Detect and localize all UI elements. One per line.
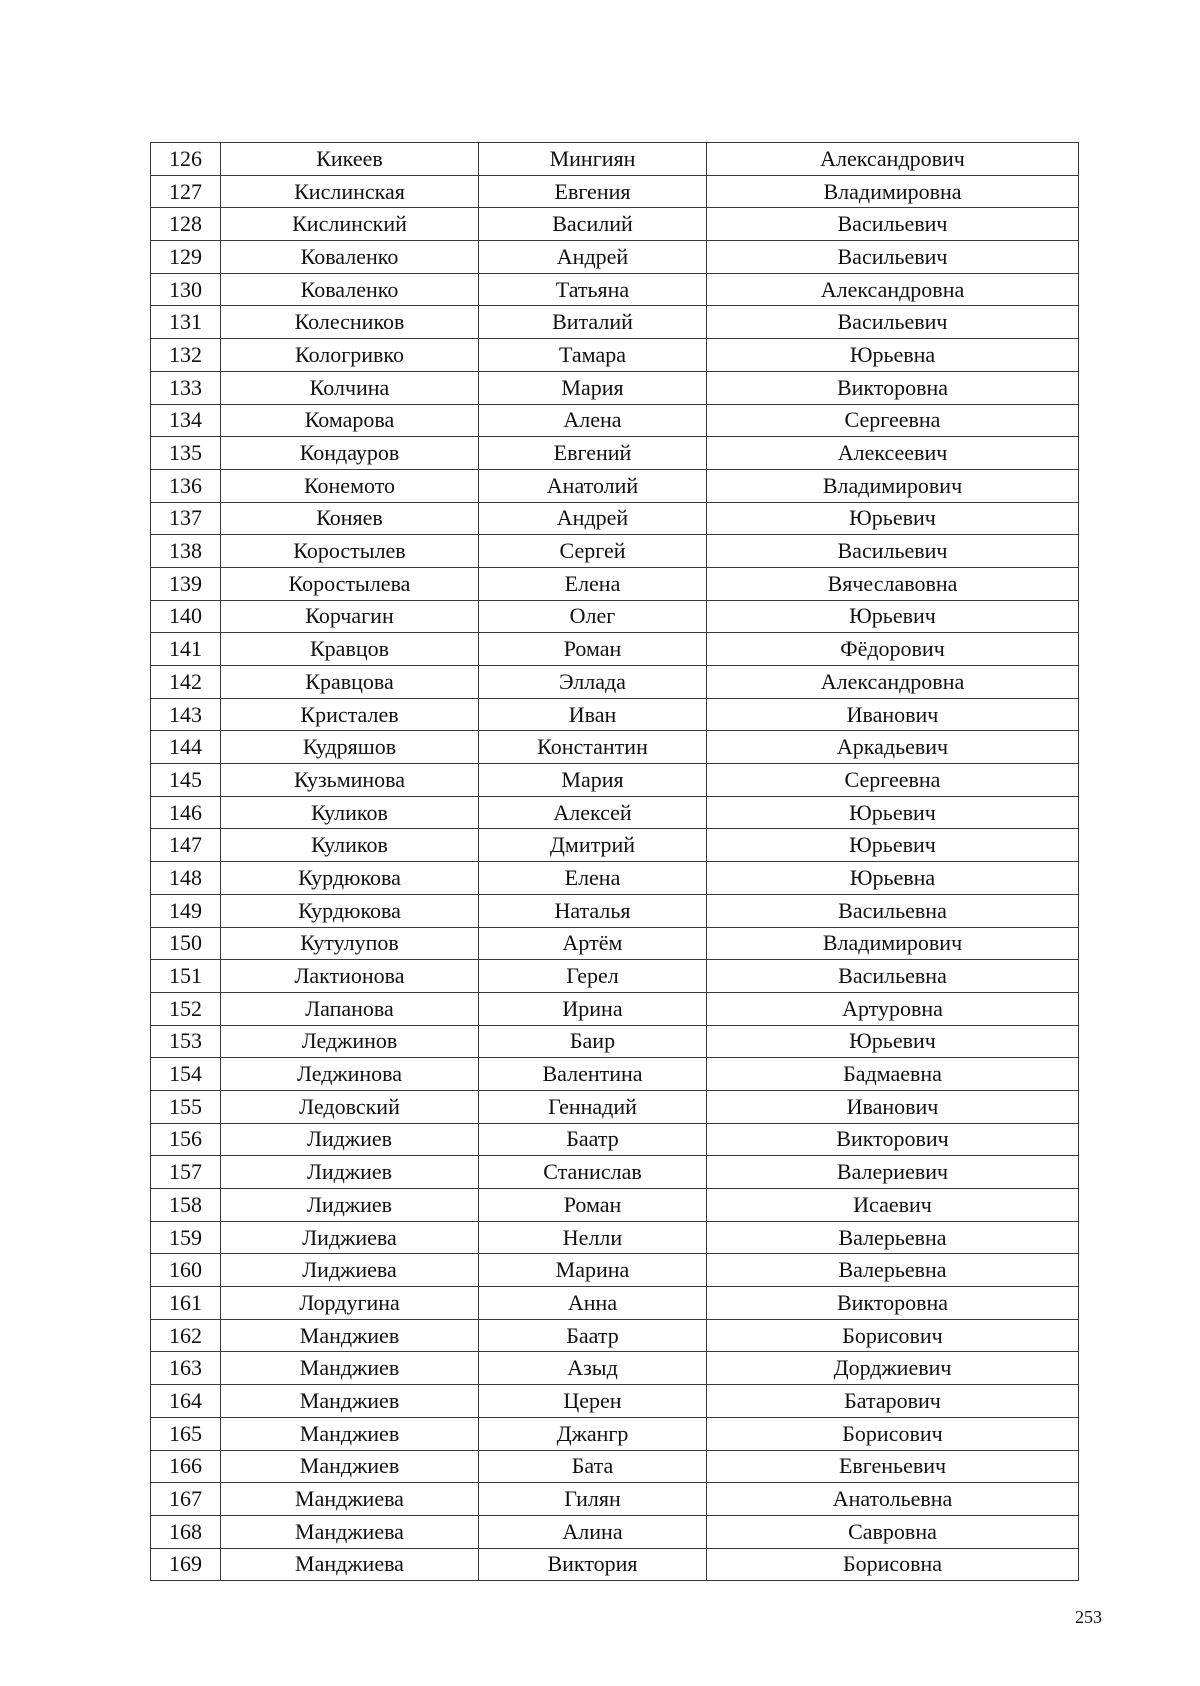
row-number-cell: 131 — [151, 306, 221, 339]
last-name-cell: Ледовский — [221, 1090, 479, 1123]
patronymic-cell: Юрьевич — [707, 1025, 1079, 1058]
first-name-cell: Елена — [479, 862, 707, 895]
last-name-cell: Манджиева — [221, 1548, 479, 1581]
first-name-cell: Наталья — [479, 894, 707, 927]
table-row — [151, 535, 1079, 568]
patronymic-cell: Иванович — [707, 698, 1079, 731]
patronymic-cell: Викторович — [707, 1123, 1079, 1156]
last-name-cell: Манджиев — [221, 1352, 479, 1385]
patronymic-cell: Иванович — [707, 1090, 1079, 1123]
table-row — [151, 1450, 1079, 1483]
table-row — [151, 273, 1079, 306]
last-name-cell: Леджинов — [221, 1025, 479, 1058]
patronymic-cell: Валерьевна — [707, 1254, 1079, 1287]
row-number-cell: 165 — [151, 1417, 221, 1450]
first-name-cell: Алексей — [479, 796, 707, 829]
first-name-cell: Алена — [479, 404, 707, 437]
row-number-cell: 142 — [151, 666, 221, 699]
first-name-cell: Евгений — [479, 437, 707, 470]
patronymic-cell: Васильевич — [707, 306, 1079, 339]
first-name-cell: Геннадий — [479, 1090, 707, 1123]
table-row — [151, 437, 1079, 470]
row-number-cell: 145 — [151, 764, 221, 797]
last-name-cell: Корчагин — [221, 600, 479, 633]
last-name-cell: Куликов — [221, 829, 479, 862]
row-number-cell: 149 — [151, 894, 221, 927]
patronymic-cell: Юрьевна — [707, 862, 1079, 895]
patronymic-cell: Вячеславовна — [707, 567, 1079, 600]
patronymic-cell: Батарович — [707, 1385, 1079, 1418]
row-number-cell: 133 — [151, 371, 221, 404]
table-row — [151, 1058, 1079, 1091]
patronymic-cell: Александровна — [707, 666, 1079, 699]
table-row — [151, 306, 1079, 339]
first-name-cell: Церен — [479, 1385, 707, 1418]
table-row — [151, 1548, 1079, 1581]
patronymic-cell: Фёдорович — [707, 633, 1079, 666]
patronymic-cell: Алексеевич — [707, 437, 1079, 470]
last-name-cell: Леджинова — [221, 1058, 479, 1091]
table-row — [151, 1156, 1079, 1189]
row-number-cell: 169 — [151, 1548, 221, 1581]
names-table-body — [151, 143, 1079, 1581]
table-row — [151, 698, 1079, 731]
patronymic-cell: Александрович — [707, 143, 1079, 176]
patronymic-cell: Васильевна — [707, 894, 1079, 927]
last-name-cell: Кравцов — [221, 633, 479, 666]
table-row — [151, 1483, 1079, 1516]
row-number-cell: 128 — [151, 208, 221, 241]
first-name-cell: Евгения — [479, 175, 707, 208]
first-name-cell: Андрей — [479, 241, 707, 274]
first-name-cell: Баатр — [479, 1319, 707, 1352]
table-row — [151, 1417, 1079, 1450]
first-name-cell: Сергей — [479, 535, 707, 568]
table-row — [151, 371, 1079, 404]
row-number-cell: 163 — [151, 1352, 221, 1385]
first-name-cell: Валентина — [479, 1058, 707, 1091]
patronymic-cell: Валериевич — [707, 1156, 1079, 1189]
table-row — [151, 600, 1079, 633]
patronymic-cell: Савровна — [707, 1515, 1079, 1548]
row-number-cell: 134 — [151, 404, 221, 437]
row-number-cell: 150 — [151, 927, 221, 960]
patronymic-cell: Бадмаевна — [707, 1058, 1079, 1091]
first-name-cell: Азыд — [479, 1352, 707, 1385]
patronymic-cell: Юрьевич — [707, 829, 1079, 862]
patronymic-cell: Сергеевна — [707, 404, 1079, 437]
row-number-cell: 141 — [151, 633, 221, 666]
first-name-cell: Роман — [479, 1189, 707, 1222]
row-number-cell: 168 — [151, 1515, 221, 1548]
patronymic-cell: Васильевна — [707, 960, 1079, 993]
row-number-cell: 164 — [151, 1385, 221, 1418]
last-name-cell: Лордугина — [221, 1287, 479, 1320]
table-row — [151, 666, 1079, 699]
first-name-cell: Олег — [479, 600, 707, 633]
row-number-cell: 147 — [151, 829, 221, 862]
last-name-cell: Кристалев — [221, 698, 479, 731]
patronymic-cell: Викторовна — [707, 1287, 1079, 1320]
patronymic-cell: Борисовна — [707, 1548, 1079, 1581]
first-name-cell: Анатолий — [479, 469, 707, 502]
last-name-cell: Комарова — [221, 404, 479, 437]
table-row — [151, 829, 1079, 862]
table-row — [151, 208, 1079, 241]
first-name-cell: Станислав — [479, 1156, 707, 1189]
first-name-cell: Мария — [479, 371, 707, 404]
first-name-cell: Марина — [479, 1254, 707, 1287]
last-name-cell: Лиджиев — [221, 1189, 479, 1222]
patronymic-cell: Евгеньевич — [707, 1450, 1079, 1483]
row-number-cell: 157 — [151, 1156, 221, 1189]
first-name-cell: Алина — [479, 1515, 707, 1548]
table-row — [151, 633, 1079, 666]
first-name-cell: Бата — [479, 1450, 707, 1483]
table-row — [151, 502, 1079, 535]
last-name-cell: Лактионова — [221, 960, 479, 993]
last-name-cell: Коростылева — [221, 567, 479, 600]
patronymic-cell: Васильевич — [707, 208, 1079, 241]
row-number-cell: 153 — [151, 1025, 221, 1058]
first-name-cell: Джангр — [479, 1417, 707, 1450]
table-row — [151, 796, 1079, 829]
first-name-cell: Герел — [479, 960, 707, 993]
last-name-cell: Кузьминова — [221, 764, 479, 797]
table-row — [151, 1352, 1079, 1385]
first-name-cell: Анна — [479, 1287, 707, 1320]
row-number-cell: 156 — [151, 1123, 221, 1156]
last-name-cell: Кудряшов — [221, 731, 479, 764]
first-name-cell: Мария — [479, 764, 707, 797]
row-number-cell: 151 — [151, 960, 221, 993]
table-row — [151, 764, 1079, 797]
first-name-cell: Елена — [479, 567, 707, 600]
first-name-cell: Дмитрий — [479, 829, 707, 862]
row-number-cell: 155 — [151, 1090, 221, 1123]
patronymic-cell: Юрьевич — [707, 796, 1079, 829]
row-number-cell: 159 — [151, 1221, 221, 1254]
row-number-cell: 143 — [151, 698, 221, 731]
row-number-cell: 136 — [151, 469, 221, 502]
first-name-cell: Нелли — [479, 1221, 707, 1254]
last-name-cell: Манджиев — [221, 1319, 479, 1352]
last-name-cell: Манджиева — [221, 1483, 479, 1516]
first-name-cell: Эллада — [479, 666, 707, 699]
table-row — [151, 1319, 1079, 1352]
last-name-cell: Курдюкова — [221, 894, 479, 927]
table-row — [151, 1515, 1079, 1548]
patronymic-cell: Васильевич — [707, 241, 1079, 274]
first-name-cell: Гилян — [479, 1483, 707, 1516]
first-name-cell: Роман — [479, 633, 707, 666]
last-name-cell: Кравцова — [221, 666, 479, 699]
table-row — [151, 927, 1079, 960]
patronymic-cell: Александровна — [707, 273, 1079, 306]
table-row — [151, 1123, 1079, 1156]
last-name-cell: Лиджиев — [221, 1156, 479, 1189]
last-name-cell: Манджиев — [221, 1385, 479, 1418]
row-number-cell: 139 — [151, 567, 221, 600]
last-name-cell: Кологривко — [221, 339, 479, 372]
last-name-cell: Лапанова — [221, 992, 479, 1025]
patronymic-cell: Валерьевна — [707, 1221, 1079, 1254]
row-number-cell: 135 — [151, 437, 221, 470]
row-number-cell: 152 — [151, 992, 221, 1025]
last-name-cell: Лиджиева — [221, 1221, 479, 1254]
patronymic-cell: Борисович — [707, 1319, 1079, 1352]
table-row — [151, 469, 1079, 502]
table-row — [151, 241, 1079, 274]
row-number-cell: 158 — [151, 1189, 221, 1222]
last-name-cell: Коростылев — [221, 535, 479, 568]
patronymic-cell: Дорджиевич — [707, 1352, 1079, 1385]
table-row — [151, 1090, 1079, 1123]
last-name-cell: Кондауров — [221, 437, 479, 470]
table-row — [151, 175, 1079, 208]
last-name-cell: Кислинский — [221, 208, 479, 241]
patronymic-cell: Васильевич — [707, 535, 1079, 568]
last-name-cell: Кутулупов — [221, 927, 479, 960]
row-number-cell: 144 — [151, 731, 221, 764]
first-name-cell: Татьяна — [479, 273, 707, 306]
first-name-cell: Иван — [479, 698, 707, 731]
table-row — [151, 1385, 1079, 1418]
patronymic-cell: Аркадьевич — [707, 731, 1079, 764]
last-name-cell: Лиджиев — [221, 1123, 479, 1156]
first-name-cell: Баатр — [479, 1123, 707, 1156]
patronymic-cell: Исаевич — [707, 1189, 1079, 1222]
row-number-cell: 126 — [151, 143, 221, 176]
last-name-cell: Кикеев — [221, 143, 479, 176]
row-number-cell: 140 — [151, 600, 221, 633]
row-number-cell: 160 — [151, 1254, 221, 1287]
first-name-cell: Константин — [479, 731, 707, 764]
first-name-cell: Василий — [479, 208, 707, 241]
row-number-cell: 132 — [151, 339, 221, 372]
patronymic-cell: Владимировна — [707, 175, 1079, 208]
row-number-cell: 166 — [151, 1450, 221, 1483]
table-row — [151, 1221, 1079, 1254]
table-row — [151, 1287, 1079, 1320]
last-name-cell: Манджиев — [221, 1417, 479, 1450]
first-name-cell: Андрей — [479, 502, 707, 535]
patronymic-cell: Викторовна — [707, 371, 1079, 404]
patronymic-cell: Сергеевна — [707, 764, 1079, 797]
first-name-cell: Баир — [479, 1025, 707, 1058]
last-name-cell: Курдюкова — [221, 862, 479, 895]
last-name-cell: Куликов — [221, 796, 479, 829]
table-row — [151, 1254, 1079, 1287]
row-number-cell: 146 — [151, 796, 221, 829]
patronymic-cell: Юрьевна — [707, 339, 1079, 372]
patronymic-cell: Анатольевна — [707, 1483, 1079, 1516]
first-name-cell: Ирина — [479, 992, 707, 1025]
last-name-cell: Кислинская — [221, 175, 479, 208]
row-number-cell: 167 — [151, 1483, 221, 1516]
table-row — [151, 1189, 1079, 1222]
row-number-cell: 130 — [151, 273, 221, 306]
row-number-cell: 127 — [151, 175, 221, 208]
last-name-cell: Коняев — [221, 502, 479, 535]
row-number-cell: 148 — [151, 862, 221, 895]
first-name-cell: Мингиян — [479, 143, 707, 176]
last-name-cell: Колчина — [221, 371, 479, 404]
table-row — [151, 731, 1079, 764]
first-name-cell: Тамара — [479, 339, 707, 372]
row-number-cell: 154 — [151, 1058, 221, 1091]
last-name-cell: Лиджиева — [221, 1254, 479, 1287]
table-row — [151, 1025, 1079, 1058]
first-name-cell: Артём — [479, 927, 707, 960]
last-name-cell: Коваленко — [221, 241, 479, 274]
first-name-cell: Виталий — [479, 306, 707, 339]
last-name-cell: Манджиева — [221, 1515, 479, 1548]
table-row — [151, 992, 1079, 1025]
row-number-cell: 138 — [151, 535, 221, 568]
table-row — [151, 339, 1079, 372]
row-number-cell: 129 — [151, 241, 221, 274]
table-row — [151, 567, 1079, 600]
last-name-cell: Манджиев — [221, 1450, 479, 1483]
table-row — [151, 862, 1079, 895]
last-name-cell: Коваленко — [221, 273, 479, 306]
last-name-cell: Конемото — [221, 469, 479, 502]
names-table — [150, 142, 1079, 1581]
table-row — [151, 960, 1079, 993]
patronymic-cell: Юрьевич — [707, 502, 1079, 535]
patronymic-cell: Владимирович — [707, 927, 1079, 960]
patronymic-cell: Артуровна — [707, 992, 1079, 1025]
patronymic-cell: Владимирович — [707, 469, 1079, 502]
table-row — [151, 404, 1079, 437]
last-name-cell: Колесников — [221, 306, 479, 339]
patronymic-cell: Борисович — [707, 1417, 1079, 1450]
page-number: 253 — [1075, 1607, 1102, 1627]
first-name-cell: Виктория — [479, 1548, 707, 1581]
row-number-cell: 137 — [151, 502, 221, 535]
patronymic-cell: Юрьевич — [707, 600, 1079, 633]
row-number-cell: 162 — [151, 1319, 221, 1352]
table-row — [151, 143, 1079, 176]
row-number-cell: 161 — [151, 1287, 221, 1320]
table-row — [151, 894, 1079, 927]
